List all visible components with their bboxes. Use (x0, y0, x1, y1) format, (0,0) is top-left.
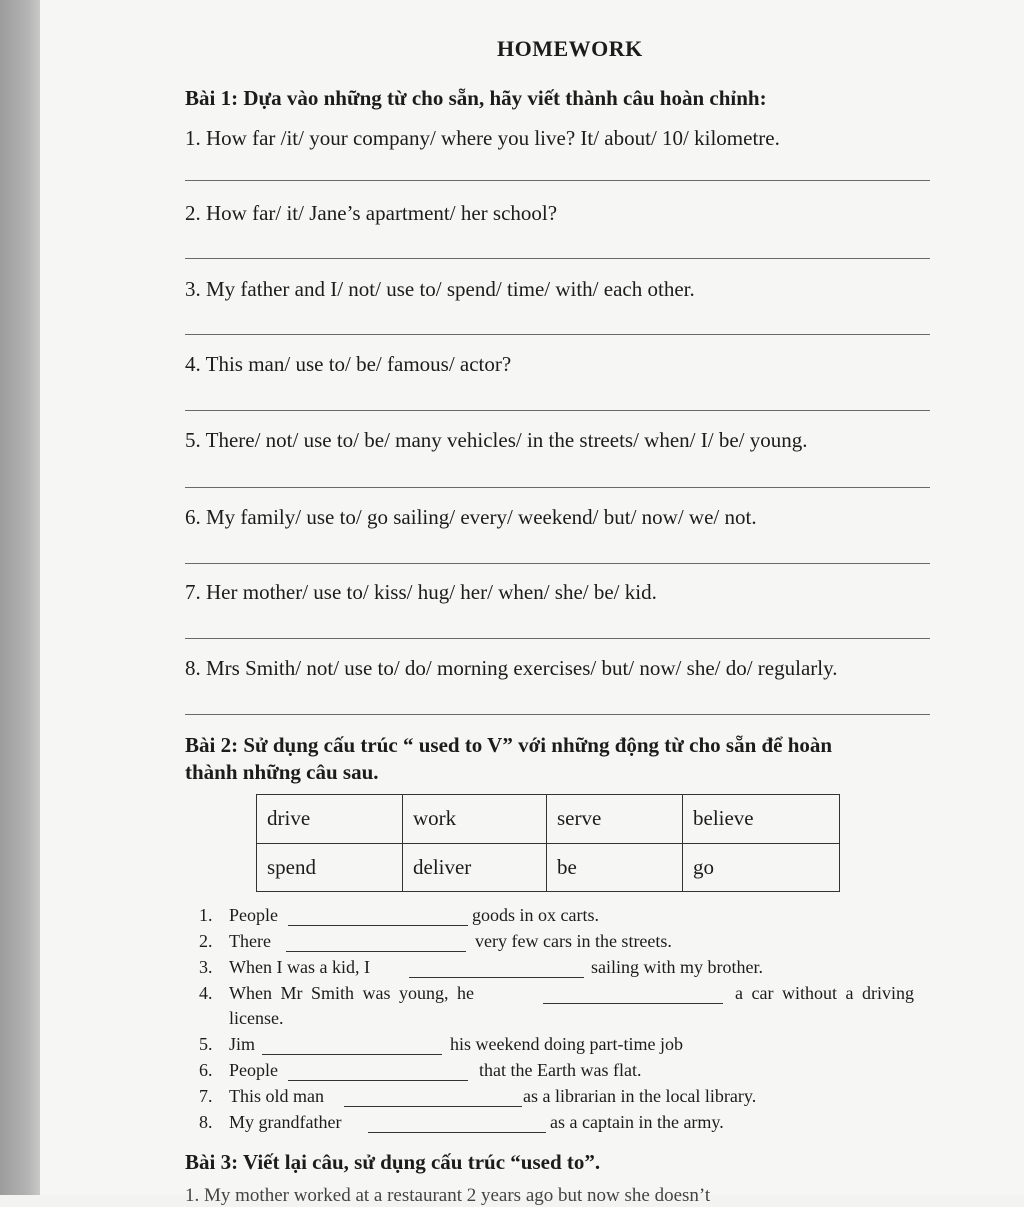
answer-line[interactable] (185, 258, 930, 259)
sentence-start: When Mr Smith was young, he (229, 983, 474, 1003)
verb-cell: drive (257, 795, 403, 844)
sentence-end: very few cars in the streets. (475, 931, 672, 951)
exercise-1-item: 6. My family/ use to/ go sailing/ every/ weekend/ but/ now/ we/ not. (185, 505, 757, 529)
sentence-number: 8. (199, 1112, 213, 1132)
answer-line[interactable] (185, 563, 930, 564)
sentence-number: 7. (199, 1086, 213, 1106)
exercise-1-heading: Bài 1: Dựa vào những từ cho sẵn, hãy viết thành câu hoàn chỉnh: (185, 86, 767, 110)
verb-table (256, 794, 840, 892)
fill-blank[interactable] (409, 977, 584, 978)
sentence-start: There (229, 931, 271, 951)
sentence-number: 3. (199, 957, 213, 977)
exercise-3-first-sentence-partial: 1. My mother worked at a restaurant 2 years ago but now she doesn’t (185, 1185, 711, 1206)
sentence-number: 5. (199, 1034, 213, 1054)
sentence-end: his weekend doing part-time job (450, 1034, 683, 1054)
answer-line[interactable] (185, 180, 930, 181)
sentence-end: as a librarian in the local library. (523, 1086, 757, 1106)
page-title: HOMEWORK (497, 36, 643, 61)
verb-cell: go (683, 843, 840, 892)
table-row (257, 795, 840, 844)
exercise-1-item: 8. Mrs Smith/ not/ use to/ do/ morning exercises/ but/ now/ she/ do/ regularly. (185, 656, 838, 680)
sentence-end: as a captain in the army. (550, 1112, 724, 1132)
sentence-start: Jim (229, 1034, 256, 1054)
fill-blank[interactable] (286, 951, 466, 952)
verb-cell: work (403, 795, 547, 844)
sentence-start: This old man (229, 1086, 324, 1106)
fill-blank[interactable] (543, 1003, 723, 1004)
sentence-start: My grandfather (229, 1112, 342, 1132)
fill-blank[interactable] (288, 1080, 468, 1081)
sentence-start: When I was a kid, I (229, 957, 370, 977)
verb-cell: believe (683, 795, 840, 844)
verb-cell: spend (257, 843, 403, 892)
exercise-3-heading: Bài 3: Viết lại câu, sử dụng cấu trúc “used to”. (185, 1150, 601, 1174)
exercise-1-item: 5. There/ not/ use to/ be/ many vehicles/ in the streets/ when/ I/ be/ young. (185, 428, 808, 452)
verb-cell: be (547, 843, 683, 892)
fill-blank[interactable] (288, 925, 468, 926)
answer-line[interactable] (185, 410, 930, 411)
answer-line[interactable] (185, 638, 930, 639)
fill-blank[interactable] (344, 1106, 522, 1107)
sentence-number: 4. (199, 983, 213, 1003)
answer-line[interactable] (185, 487, 930, 488)
sentence-start: People (229, 905, 278, 925)
exercise-2-heading: Bài 2: Sử dụng cấu trúc “ used to V” với những động từ cho sẵn để hoàn (185, 733, 833, 757)
fill-blank[interactable] (368, 1132, 546, 1133)
sentence-end: that the Earth was flat. (479, 1060, 642, 1080)
answer-line[interactable] (185, 714, 930, 715)
table-row (257, 843, 840, 892)
exercise-1-item: 2. How far/ it/ Jane’s apartment/ her school? (185, 201, 558, 225)
exercise-2-heading-cont: thành những câu sau. (185, 760, 379, 784)
verb-cell: deliver (403, 843, 547, 892)
exercise-1-item: 7. Her mother/ use to/ kiss/ hug/ her/ when/ she/ be/ kid. (185, 580, 657, 604)
sentence-start: People (229, 1060, 278, 1080)
sentence-end: sailing with my brother. (591, 957, 763, 977)
answer-line[interactable] (185, 334, 930, 335)
sentence-continuation: license. (229, 1008, 284, 1028)
verb-cell: serve (547, 795, 683, 844)
sentence-number: 1. (199, 905, 213, 925)
exercise-1-item: 1. How far /it/ your company/ where you live? It/ about/ 10/ kilometre. (185, 126, 780, 150)
fill-blank[interactable] (262, 1054, 442, 1055)
exercise-1-item: 4. This man/ use to/ be/ famous/ actor? (185, 352, 512, 376)
left-page-edge (0, 0, 40, 1195)
sentence-number: 6. (199, 1060, 213, 1080)
sentence-number: 2. (199, 931, 213, 951)
exercise-1-item: 3. My father and I/ not/ use to/ spend/ time/ with/ each other. (185, 277, 695, 301)
sentence-end: goods in ox carts. (472, 905, 599, 925)
sentence-end: a car without a driving (735, 983, 914, 1003)
